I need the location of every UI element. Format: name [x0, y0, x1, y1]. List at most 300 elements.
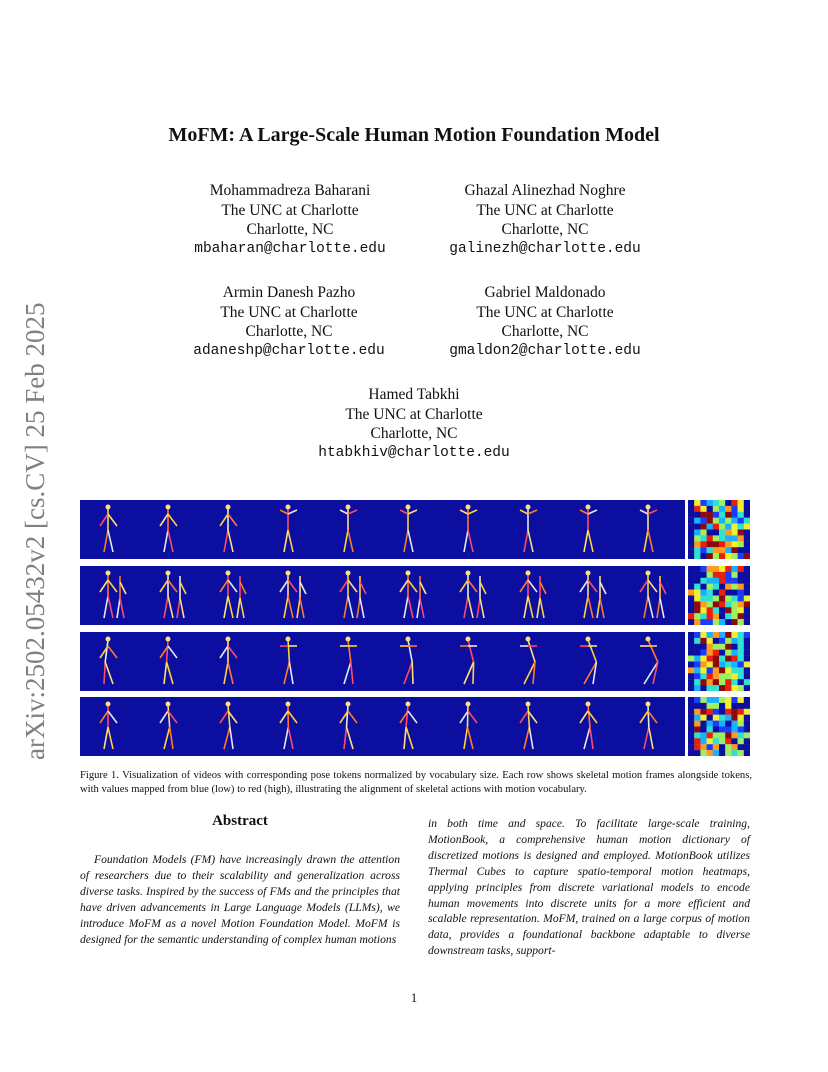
skeleton-frame — [400, 571, 426, 619]
skeleton-limb — [480, 582, 486, 594]
skeleton-limb — [346, 705, 348, 727]
skeleton-limb — [168, 514, 177, 526]
skeleton-frame — [100, 571, 126, 619]
skeleton-head — [166, 571, 171, 576]
skeleton-frame — [280, 637, 297, 685]
token-cell — [719, 566, 725, 572]
token-cell — [713, 584, 719, 590]
skeleton-limb — [640, 580, 648, 592]
pose-frames — [80, 632, 685, 691]
token-cell — [738, 638, 744, 644]
skeleton-head — [466, 571, 471, 576]
token-cell — [707, 524, 713, 530]
token-cell — [731, 541, 737, 547]
token-cell — [725, 638, 731, 644]
token-cell — [700, 727, 706, 733]
skeleton-frame — [520, 702, 537, 750]
token-cell — [688, 566, 694, 572]
skeleton-frame — [520, 637, 537, 685]
skeleton-frame — [640, 505, 657, 553]
token-cell — [694, 547, 700, 553]
token-cell — [688, 512, 694, 518]
token-cell — [725, 679, 731, 685]
token-cell — [713, 715, 719, 721]
skeleton-head — [106, 505, 111, 510]
token-cell — [719, 590, 725, 596]
token-cell — [707, 732, 713, 738]
token-grid — [688, 500, 750, 559]
token-cell — [725, 535, 731, 541]
token-cell — [731, 512, 737, 518]
skeleton-limb — [344, 596, 348, 618]
token-cell — [744, 566, 750, 572]
token-cell — [719, 572, 725, 578]
skeleton-limb — [640, 510, 648, 514]
skeleton-frame — [100, 702, 117, 750]
skeleton-frame — [220, 571, 246, 619]
author-block — [180, 181, 400, 259]
skeleton-limb — [408, 596, 413, 618]
skeleton-limb — [220, 711, 228, 723]
token-cell — [725, 632, 731, 638]
token-cell — [738, 619, 744, 625]
skeleton-limb — [468, 640, 474, 662]
skeleton-limb — [164, 530, 168, 552]
skeleton-limb — [464, 727, 467, 749]
token-cell — [725, 547, 731, 553]
abstract-text-right: in both time and space. To facilitate large-scale training, MotionBook, a comprehensive human motion dictionary of discretized motions is designed and employed. MotionBook utilizes Thermal Cubes to capture spatio-temporal motion heatmaps, applying principles from discrete variational models to encode human movements into discrete units for a more efficient and scalable representation. MoFM, trained on a large corpus of motion data, provides a foundational backbone adaptable to diverse downstream tasks, support- — [428, 817, 750, 958]
token-cell — [719, 547, 725, 553]
skeleton-frame — [580, 702, 597, 750]
skeleton-limb — [228, 662, 233, 684]
token-heatmap — [688, 566, 750, 625]
token-cell — [713, 566, 719, 572]
skeleton-limb — [288, 727, 293, 749]
skeleton-limb — [588, 530, 593, 552]
skeleton-head — [646, 571, 651, 576]
pose-frames — [80, 566, 685, 625]
token-cell — [694, 703, 700, 709]
token-cell — [744, 613, 750, 619]
token-cell — [731, 518, 737, 524]
token-cell — [700, 553, 706, 559]
token-cell — [700, 530, 706, 536]
token-cell — [707, 584, 713, 590]
author-email[interactable]: htabkhiv@charlotte.edu — [318, 444, 510, 461]
token-cell — [725, 572, 731, 578]
skeleton-limb — [528, 530, 533, 552]
token-cell — [694, 738, 700, 744]
token-cell — [694, 584, 700, 590]
token-cell — [731, 667, 737, 673]
skeleton-head — [586, 637, 591, 642]
skeleton-head — [406, 571, 411, 576]
skeleton-limb — [344, 662, 351, 684]
token-cell — [694, 601, 700, 607]
author-block — [299, 385, 529, 463]
skeleton-limb — [357, 598, 360, 618]
token-cell — [738, 673, 744, 679]
skeleton-limb — [584, 727, 590, 749]
skeleton-limb — [228, 646, 237, 658]
token-cell — [719, 744, 725, 750]
token-cell — [713, 738, 719, 744]
pose-frames — [80, 697, 685, 756]
skeleton-limb — [348, 596, 353, 618]
token-cell — [744, 541, 750, 547]
token-cell — [694, 566, 700, 572]
author-location: Charlotte, NC — [501, 323, 589, 340]
skeleton-limb — [168, 596, 173, 618]
token-cell — [744, 738, 750, 744]
token-cell — [707, 547, 713, 553]
skeleton-limb — [408, 530, 413, 552]
token-cell — [700, 644, 706, 650]
skeleton-limb — [412, 662, 413, 684]
token-cell — [731, 709, 737, 715]
token-cell — [744, 607, 750, 613]
token-cell — [744, 667, 750, 673]
skeleton-limb — [648, 705, 649, 727]
skeleton-limb — [288, 711, 297, 723]
page-number: 1 — [410, 990, 418, 1005]
token-cell — [719, 650, 725, 656]
token-cell — [688, 662, 694, 668]
token-cell — [738, 715, 744, 721]
figure-row — [80, 697, 750, 756]
token-cell — [713, 607, 719, 613]
token-cell — [700, 518, 706, 524]
token-cell — [719, 738, 725, 744]
author-email[interactable]: adaneshp@charlotte.edu — [193, 342, 385, 359]
skeleton-limb — [520, 580, 528, 592]
skeleton-head — [346, 505, 351, 510]
token-cell — [719, 553, 725, 559]
skeleton-limb — [228, 705, 230, 727]
skeleton-limb — [120, 582, 126, 594]
skeleton-head — [646, 505, 651, 510]
figure-row — [80, 566, 750, 625]
token-cell — [700, 590, 706, 596]
token-cell — [694, 727, 700, 733]
skeleton-limb — [108, 580, 117, 592]
token-cell — [731, 650, 737, 656]
token-grid — [688, 566, 750, 625]
skeleton-head — [466, 702, 471, 707]
token-cell — [738, 697, 744, 703]
token-cell — [744, 512, 750, 518]
skeleton-limb — [540, 582, 546, 594]
token-cell — [707, 744, 713, 750]
abstract-heading: Abstract — [212, 813, 268, 829]
token-cell — [700, 709, 706, 715]
skeleton-limb — [520, 711, 528, 723]
token-cell — [688, 650, 694, 656]
token-cell — [694, 750, 700, 756]
skeleton-limb — [580, 711, 588, 723]
skeleton-head — [106, 637, 111, 642]
skeleton-limb — [648, 596, 653, 618]
token-cell — [719, 613, 725, 619]
skeleton-frame — [160, 637, 177, 685]
skeleton-frame — [160, 702, 177, 750]
token-cell — [688, 656, 694, 662]
skeleton-limb — [228, 580, 237, 592]
token-cell — [688, 703, 694, 709]
token-cell — [707, 506, 713, 512]
token-cell — [744, 590, 750, 596]
token-cell — [725, 506, 731, 512]
token-cell — [688, 750, 694, 756]
token-cell — [713, 709, 719, 715]
token-cell — [725, 732, 731, 738]
token-cell — [707, 673, 713, 679]
skeleton-limb — [164, 727, 170, 749]
token-cell — [700, 524, 706, 530]
skeleton-limb — [168, 580, 177, 592]
skeleton-head — [346, 637, 351, 642]
skeleton-limb — [160, 514, 168, 526]
token-cell — [738, 530, 744, 536]
skeleton-limb — [528, 510, 537, 514]
skeleton-limb — [240, 598, 244, 618]
token-cell — [725, 578, 731, 584]
author-email[interactable]: galinezh@charlotte.edu — [449, 240, 641, 257]
token-cell — [719, 721, 725, 727]
token-cell — [731, 727, 737, 733]
skeleton-limb — [468, 510, 477, 514]
token-cell — [707, 727, 713, 733]
token-cell — [700, 613, 706, 619]
token-cell — [719, 644, 725, 650]
skeleton-limb — [164, 596, 168, 618]
token-cell — [731, 506, 737, 512]
token-cell — [694, 541, 700, 547]
token-cell — [688, 584, 694, 590]
skeleton-limb — [120, 598, 124, 618]
author-email[interactable]: gmaldon2@charlotte.edu — [449, 342, 641, 359]
skeleton-frame — [100, 637, 117, 685]
token-cell — [694, 656, 700, 662]
skeleton-limb — [480, 598, 484, 618]
token-cell — [738, 607, 744, 613]
token-cell — [700, 715, 706, 721]
skeleton-head — [526, 571, 531, 576]
token-cell — [725, 553, 731, 559]
skeleton-limb — [108, 646, 117, 658]
skeleton-limb — [524, 596, 528, 618]
skeleton-limb — [104, 662, 105, 684]
figure-row — [80, 632, 750, 691]
token-cell — [738, 632, 744, 638]
skeleton-frame — [460, 702, 477, 750]
token-cell — [713, 697, 719, 703]
token-cell — [744, 644, 750, 650]
skeleton-limb — [404, 727, 406, 749]
token-cell — [725, 518, 731, 524]
token-cell — [688, 506, 694, 512]
skeleton-limb — [408, 510, 417, 514]
token-cell — [688, 697, 694, 703]
skeleton-limb — [588, 510, 597, 514]
skeleton-limb — [520, 510, 528, 514]
skeleton-head — [106, 702, 111, 707]
token-cell — [719, 656, 725, 662]
skeleton-limb — [408, 711, 417, 723]
skeleton-frame — [340, 637, 357, 685]
skeleton-limb — [220, 514, 228, 526]
token-cell — [707, 619, 713, 625]
token-cell — [731, 530, 737, 536]
token-grid — [688, 632, 750, 691]
token-cell — [688, 535, 694, 541]
skeleton-limb — [180, 598, 184, 618]
token-cell — [725, 541, 731, 547]
token-cell — [694, 644, 700, 650]
token-cell — [688, 632, 694, 638]
token-cell — [700, 547, 706, 553]
skeleton-limb — [228, 596, 233, 618]
skeleton-head — [166, 702, 171, 707]
token-cell — [731, 601, 737, 607]
skeleton-frame — [220, 702, 237, 750]
skeleton-limb — [284, 662, 289, 684]
token-cell — [731, 596, 737, 602]
token-cell — [707, 530, 713, 536]
skeleton-limb — [529, 727, 533, 749]
skeleton-limb — [406, 705, 408, 727]
token-cell — [700, 572, 706, 578]
skeleton-head — [406, 637, 411, 642]
token-cell — [731, 750, 737, 756]
token-cell — [707, 709, 713, 715]
skeleton-limb — [528, 580, 537, 592]
author-name: Ghazal Alinezhad Noghre — [464, 182, 626, 199]
token-cell — [719, 524, 725, 530]
token-cell — [707, 512, 713, 518]
skeleton-limb — [284, 727, 288, 749]
token-cell — [744, 715, 750, 721]
token-cell — [688, 553, 694, 559]
token-cell — [688, 601, 694, 607]
token-cell — [707, 607, 713, 613]
token-cell — [700, 584, 706, 590]
token-cell — [700, 632, 706, 638]
abstract-text-left: Foundation Models (FM) have increasingly drawn the attention of researchers due to their scalability and generalization across diverse tasks. Inspired by the success of FMs and the principles that have driven advancements in Large Language Models (LLMs), we introduce MoFM as a novel Motion Foundation Model. MoFM is designed for the semantic understanding of complex human motions — [80, 853, 400, 946]
token-cell — [713, 703, 719, 709]
token-cell — [700, 607, 706, 613]
skeleton-head — [166, 505, 171, 510]
token-cell — [725, 596, 731, 602]
author-email[interactable]: mbaharan@charlotte.edu — [194, 240, 386, 257]
token-cell — [713, 638, 719, 644]
token-cell — [744, 530, 750, 536]
token-cell — [744, 578, 750, 584]
skeleton-frame — [280, 571, 306, 619]
token-cell — [719, 667, 725, 673]
token-cell — [707, 535, 713, 541]
token-cell — [688, 541, 694, 547]
token-cell — [725, 601, 731, 607]
token-cell — [738, 601, 744, 607]
skeleton-head — [646, 637, 651, 642]
skeleton-limb — [288, 530, 293, 552]
token-cell — [719, 750, 725, 756]
token-cell — [700, 619, 706, 625]
token-cell — [694, 535, 700, 541]
token-cell — [744, 506, 750, 512]
skeleton-limb — [108, 727, 113, 749]
skeleton-limb — [288, 510, 297, 514]
skeleton-limb — [167, 662, 173, 684]
token-cell — [688, 500, 694, 506]
token-cell — [738, 584, 744, 590]
token-cell — [738, 662, 744, 668]
token-cell — [707, 553, 713, 559]
token-cell — [738, 727, 744, 733]
skeleton-limb — [408, 580, 417, 592]
token-cell — [731, 715, 737, 721]
token-cell — [707, 656, 713, 662]
token-cell — [719, 607, 725, 613]
skeleton-limb — [660, 598, 664, 618]
token-cell — [713, 667, 719, 673]
skeleton-limb — [648, 530, 653, 552]
skeleton-limb — [404, 662, 412, 684]
token-cell — [719, 715, 725, 721]
skeleton-limb — [288, 640, 289, 662]
token-cell — [725, 500, 731, 506]
token-cell — [738, 590, 744, 596]
token-cell — [707, 650, 713, 656]
token-cell — [738, 506, 744, 512]
skeleton-limb — [351, 662, 353, 684]
token-cell — [700, 535, 706, 541]
token-cell — [731, 547, 737, 553]
token-cell — [707, 596, 713, 602]
token-cell — [738, 613, 744, 619]
token-cell — [731, 656, 737, 662]
skeleton-limb — [660, 582, 666, 594]
token-cell — [713, 512, 719, 518]
token-cell — [738, 732, 744, 738]
token-cell — [744, 662, 750, 668]
skeleton-limb — [288, 580, 297, 592]
token-cell — [725, 512, 731, 518]
token-cell — [731, 673, 737, 679]
author-name: Hamed Tabkhi — [368, 386, 460, 403]
token-cell — [707, 679, 713, 685]
skeleton-limb — [524, 727, 529, 749]
skeleton-limb — [657, 598, 660, 618]
skeleton-limb — [464, 596, 468, 618]
skeleton-limb — [348, 711, 357, 723]
token-cell — [707, 667, 713, 673]
skeleton-frame — [400, 702, 417, 750]
skeleton-limb — [104, 530, 108, 552]
token-cell — [744, 703, 750, 709]
skeleton-frame — [580, 571, 606, 619]
skeleton-frame — [580, 505, 597, 553]
token-cell — [707, 697, 713, 703]
token-cell — [688, 721, 694, 727]
author-block — [430, 283, 660, 361]
skeleton-limb — [280, 510, 288, 514]
arxiv-stamp: arXiv:2502.05432v2 [cs.CV] 25 Feb 2025 — [20, 302, 50, 760]
token-cell — [713, 553, 719, 559]
token-cell — [738, 566, 744, 572]
skeleton-limb — [528, 705, 529, 727]
